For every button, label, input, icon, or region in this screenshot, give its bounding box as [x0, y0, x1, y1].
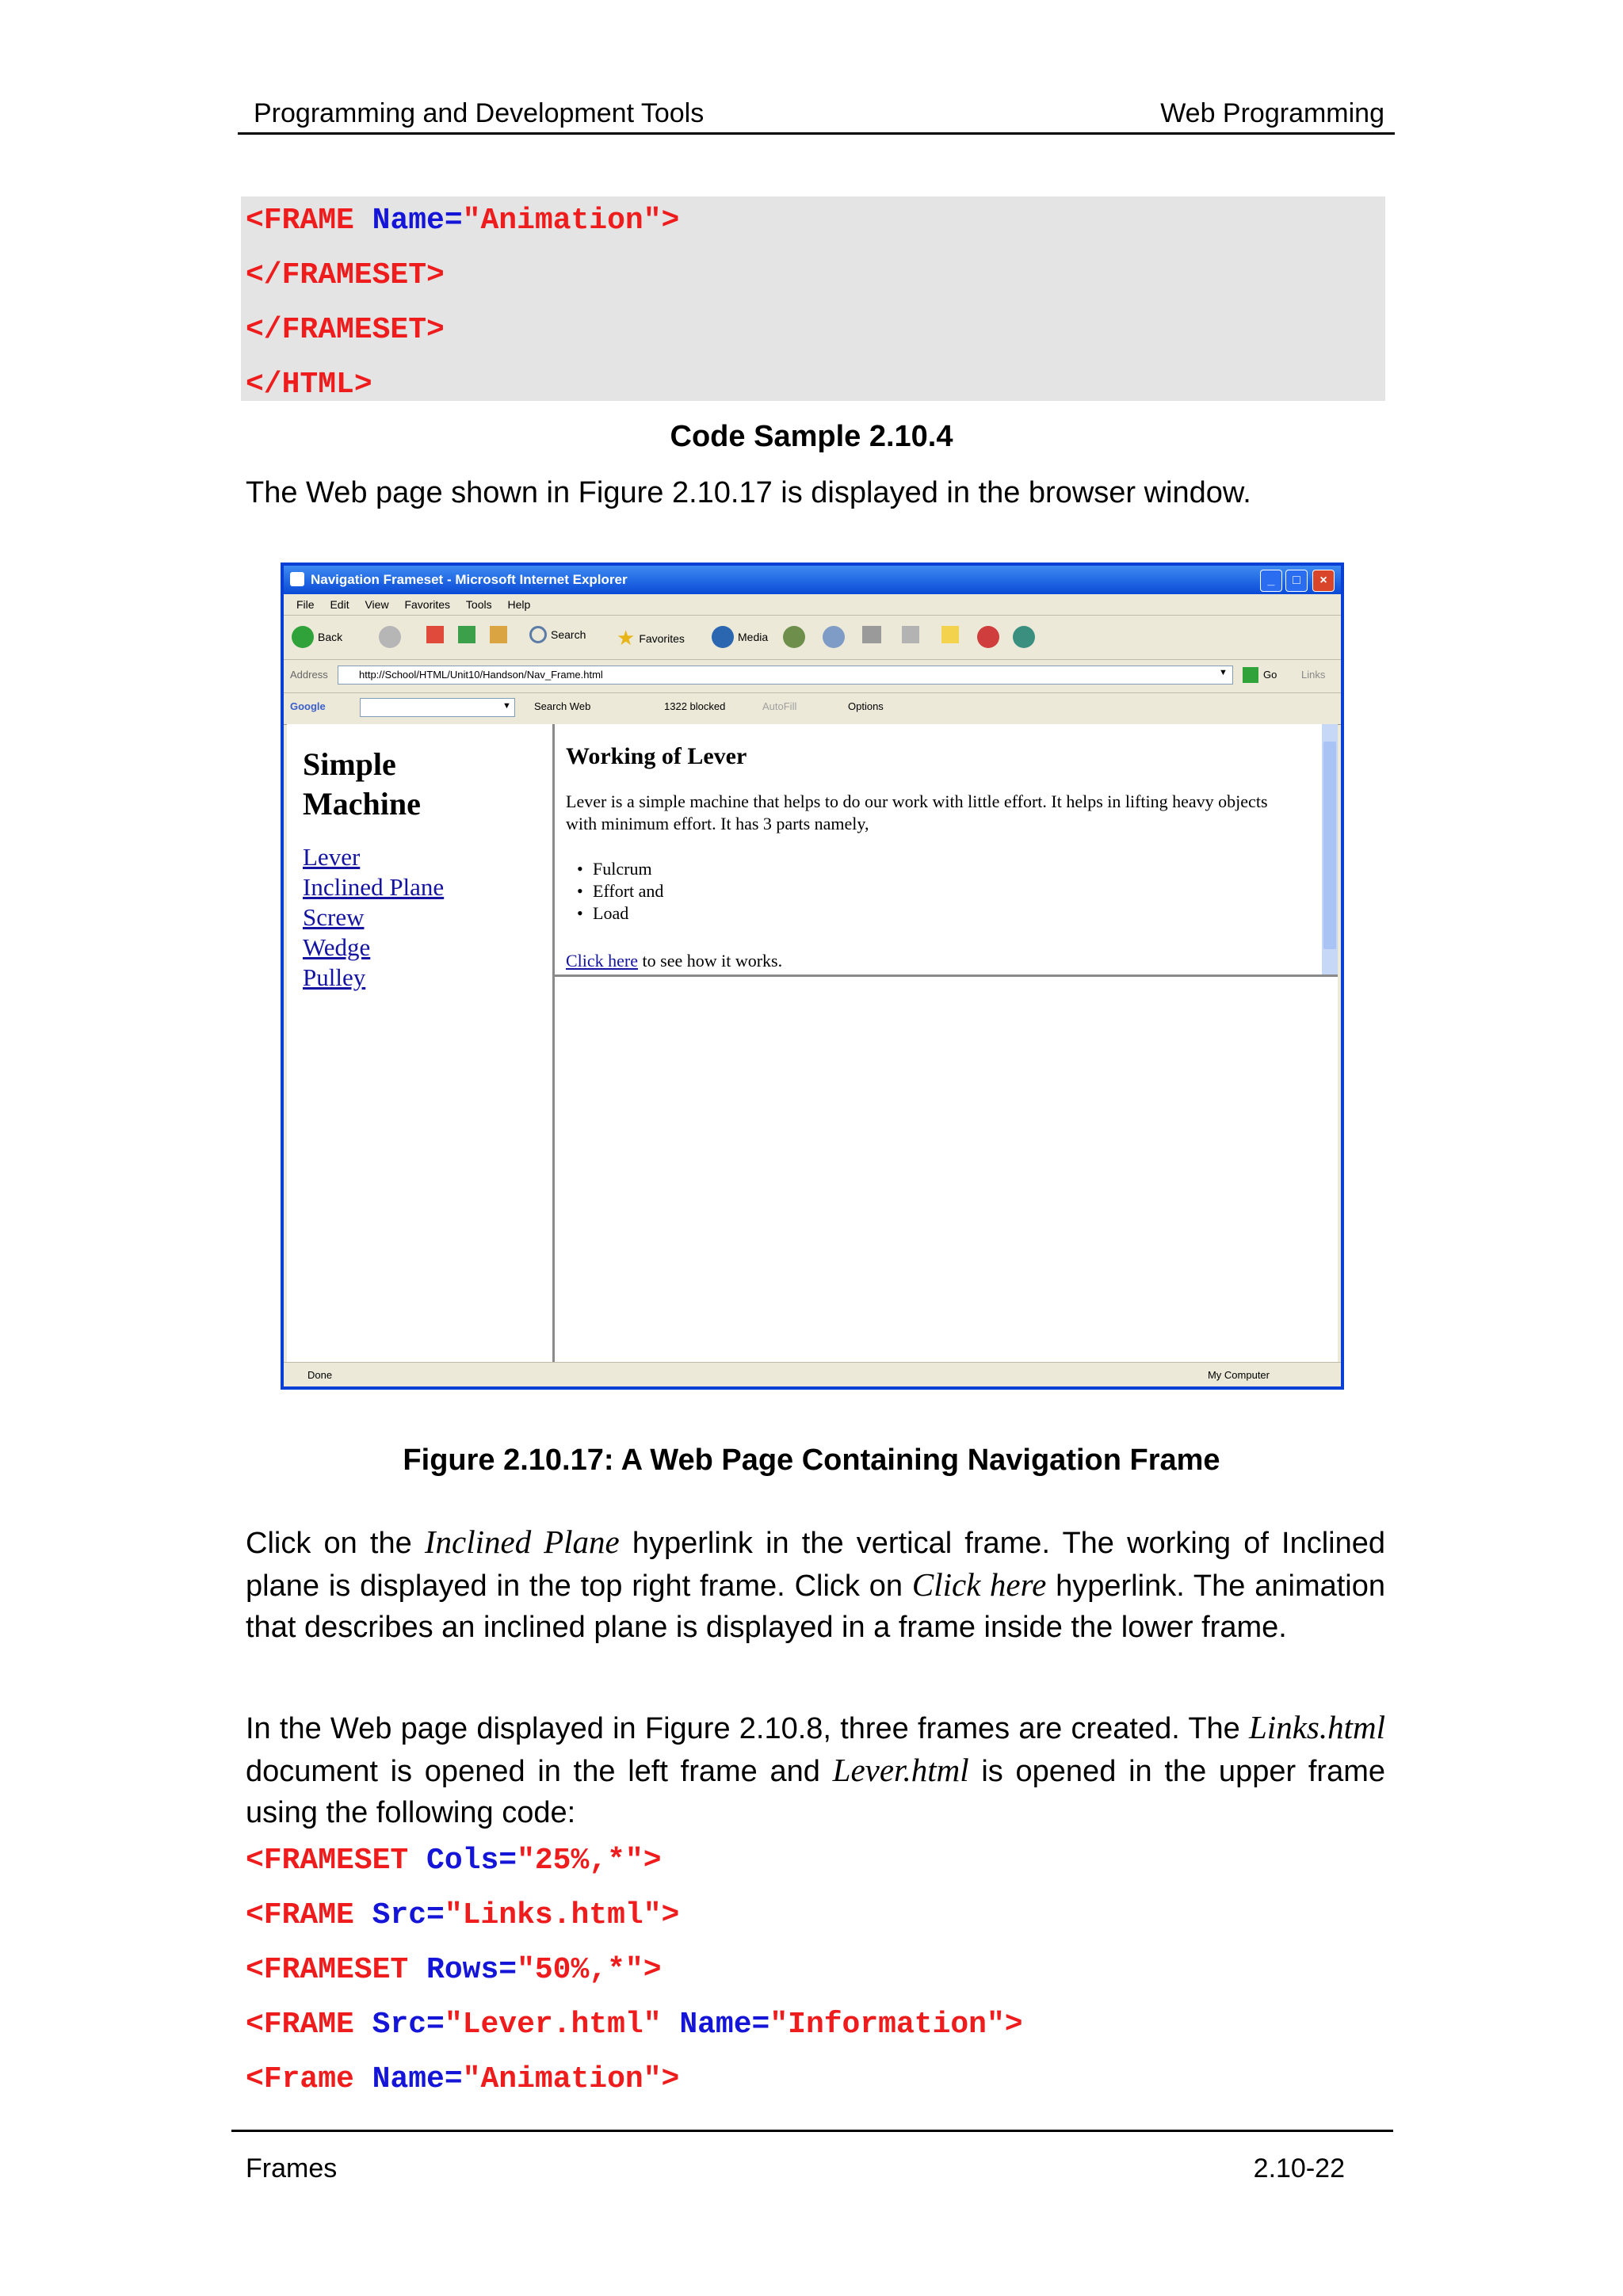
popup-blocked-button[interactable]: 1322 blocked [664, 700, 726, 712]
italic-term: Inclined Plane [424, 1524, 620, 1560]
code-line [246, 1846, 662, 1876]
header-right: Web Programming [1160, 98, 1384, 128]
code-tag: <FRAME [246, 2008, 372, 2042]
status-bar [284, 1362, 1341, 1386]
mail-icon [823, 626, 845, 648]
content-list-item: • Effort and [593, 881, 663, 902]
figure-caption: Figure 2.10.17: A Web Page Containing Navigation Frame [403, 1444, 1220, 1477]
italic-term: Links.html [1249, 1709, 1385, 1745]
scrollbar-thumb[interactable] [1323, 742, 1336, 949]
code-tag: </FRAMESET> [246, 313, 445, 347]
notes-icon [941, 626, 959, 643]
go-arrow-icon[interactable] [1243, 667, 1258, 683]
history-button[interactable] [783, 626, 805, 648]
paragraph-run: is opened in the upper frame using the following code: [246, 1755, 1385, 1829]
code-tag: </FRAMESET> [246, 258, 445, 292]
code-attribute: Src= [372, 2008, 445, 2042]
messenger-button[interactable] [977, 626, 999, 648]
google-search-input[interactable] [360, 698, 515, 717]
code-tag: <FRAME [246, 204, 372, 238]
search-button[interactable]: Search [529, 626, 586, 643]
paragraph-run: Click on the [246, 1527, 425, 1560]
nav-link-wedge[interactable]: Wedge [303, 933, 371, 961]
maximize-icon[interactable]: □ [1285, 570, 1308, 592]
address-bar [284, 659, 1341, 693]
header-left: Programming and Development Tools [254, 98, 705, 128]
code-attribute: Name= [372, 204, 463, 238]
paragraph-1 [246, 1521, 1385, 1648]
browser-titlebar [284, 566, 1341, 594]
information-frame [555, 724, 1338, 977]
stop-icon [426, 626, 444, 643]
print-button[interactable] [862, 626, 881, 643]
options-button[interactable]: Options [848, 700, 884, 712]
messenger-icon [977, 626, 999, 648]
paragraph-run: In the Web page displayed in Figure 2.10.8, three frames are created. The [246, 1712, 1249, 1745]
research-button[interactable] [1013, 626, 1035, 648]
code-tag: "Links.html"> [444, 1898, 680, 1932]
code-line [246, 258, 445, 292]
navigation-frame [287, 724, 555, 1363]
google-logo: Google [290, 700, 326, 712]
notes-button[interactable] [941, 626, 959, 643]
paragraph-run: document is opened in the left frame and [246, 1755, 833, 1788]
address-label: Address [290, 669, 328, 681]
code-tag: "Information"> [769, 2008, 1023, 2042]
code-line [246, 1898, 680, 1932]
nav-link-inclined-plane[interactable]: Inclined Plane [303, 873, 445, 901]
minimize-icon[interactable]: _ [1260, 570, 1282, 592]
header-rule [238, 132, 1395, 135]
edit-button[interactable] [902, 626, 919, 643]
content-list-item: • Fulcrum [593, 859, 652, 879]
nav-link-screw[interactable]: Screw [303, 903, 365, 931]
forward-arrow-icon [379, 626, 401, 648]
footer-right: 2.10-22 [1253, 2153, 1345, 2183]
google-toolbar [284, 692, 1341, 725]
vertical-scrollbar[interactable] [1322, 724, 1338, 974]
status-text: Done [307, 1369, 333, 1381]
content-paragraph: Lever is a simple machine that helps to do our work with little effort. It helps in lifting heavy objects with minimum effort. It has 3 parts namely, [566, 791, 1268, 833]
code-caption: Code Sample 2.10.4 [670, 420, 953, 453]
refresh-icon [458, 626, 475, 643]
back-arrow-icon [292, 626, 314, 648]
nav-title: Simple Machine [303, 746, 421, 822]
go-button[interactable]: Go [1263, 669, 1277, 681]
content-list-item: • Load [593, 903, 628, 924]
mail-button[interactable] [823, 626, 845, 648]
code-attribute: Rows= [426, 1953, 517, 1987]
paragraph-run: hyperlink. The animation that describes an inclined plane is displayed in a frame inside the lower frame. [246, 1569, 1386, 1644]
code-tag: </HTML> [246, 368, 372, 402]
code-tag: <FRAME [246, 1898, 372, 1932]
code-attribute: Name= [679, 2008, 770, 2042]
back-button[interactable]: Back [292, 626, 342, 648]
content-link-line: Click here to see how it works. [566, 951, 783, 971]
browser-toolbar [284, 615, 1341, 660]
code-line [246, 370, 372, 400]
menu-view[interactable]: View [365, 598, 389, 611]
research-icon [1013, 626, 1035, 648]
links-button[interactable]: Links [1301, 669, 1326, 681]
code-line [246, 2010, 1023, 2040]
print-icon [862, 626, 881, 643]
menu-favorites[interactable]: Favorites [404, 598, 451, 611]
stop-button[interactable] [426, 626, 444, 643]
search-icon [529, 626, 547, 643]
code-tag: "Animation"> [462, 2062, 680, 2096]
menu-tools[interactable]: Tools [465, 598, 492, 611]
code-tag: <Frame [246, 2062, 372, 2096]
italic-term: Click here [911, 1566, 1047, 1603]
menu-bar [284, 594, 1341, 616]
footer-rule [231, 2130, 1393, 2132]
code-attribute: Cols= [426, 1844, 517, 1878]
italic-term: Lever.html [832, 1752, 969, 1788]
refresh-button[interactable] [458, 626, 475, 643]
code-tag: <FRAMESET [246, 1844, 427, 1878]
search-web-button[interactable]: Search Web [534, 700, 591, 712]
code-line [246, 206, 679, 236]
browser-window-figure [281, 563, 1344, 1390]
code-tag: "Lever.html" [444, 2008, 680, 2042]
google-dropdown-icon[interactable]: ▼ [502, 701, 511, 711]
code-line [246, 315, 445, 345]
close-icon[interactable]: × [1312, 570, 1335, 592]
code-attribute: Name= [372, 2062, 463, 2096]
ie-icon [290, 572, 304, 586]
paragraph-2 [246, 1707, 1385, 1833]
code-tag: "Animation"> [462, 204, 680, 238]
history-icon [783, 626, 805, 648]
nav-link-pulley[interactable]: Pulley [303, 963, 366, 991]
nav-link-lever[interactable]: Lever [303, 843, 361, 871]
code-tag: "25%,*"> [517, 1844, 662, 1878]
menu-file[interactable]: File [296, 598, 315, 611]
code-attribute: Src= [372, 1898, 445, 1932]
home-icon [490, 626, 507, 643]
code-tag: "50%,*"> [517, 1953, 662, 1987]
forward-button[interactable] [379, 626, 401, 648]
status-zone: My Computer [1207, 1369, 1270, 1381]
content-heading: Working of Lever [566, 743, 747, 769]
home-button[interactable] [490, 626, 507, 643]
favorites-button[interactable]: ★ Favorites [617, 626, 685, 650]
menu-help[interactable]: Help [507, 598, 531, 611]
star-icon: ★ [617, 626, 636, 650]
code-line [246, 2062, 680, 2096]
autofill-button[interactable]: AutoFill [762, 700, 797, 712]
code-tag: <FRAMESET [246, 1953, 427, 1987]
footer-left: Frames [246, 2153, 338, 2183]
menu-edit[interactable]: Edit [330, 598, 349, 611]
click-here-link[interactable]: Click here [566, 951, 639, 971]
paragraph-run: hyperlink in the vertical frame. The working of Inclined plane is displayed in the top right frame. Click on [246, 1527, 1386, 1603]
address-input[interactable]: http://School/HTML/Unit10/Handson/Nav_Frame.html [338, 666, 1233, 685]
address-dropdown-icon[interactable]: ▼ [1219, 668, 1228, 677]
animation-frame [555, 977, 1338, 1363]
intro-text: The Web page shown in Figure 2.10.17 is displayed in the browser window. [246, 476, 1251, 509]
edit-icon [902, 626, 919, 643]
browser-title: Navigation Frameset - Microsoft Internet Explorer [311, 572, 628, 587]
code-line [246, 1955, 662, 1985]
media-button[interactable]: Media [712, 626, 768, 648]
media-icon [712, 626, 734, 648]
